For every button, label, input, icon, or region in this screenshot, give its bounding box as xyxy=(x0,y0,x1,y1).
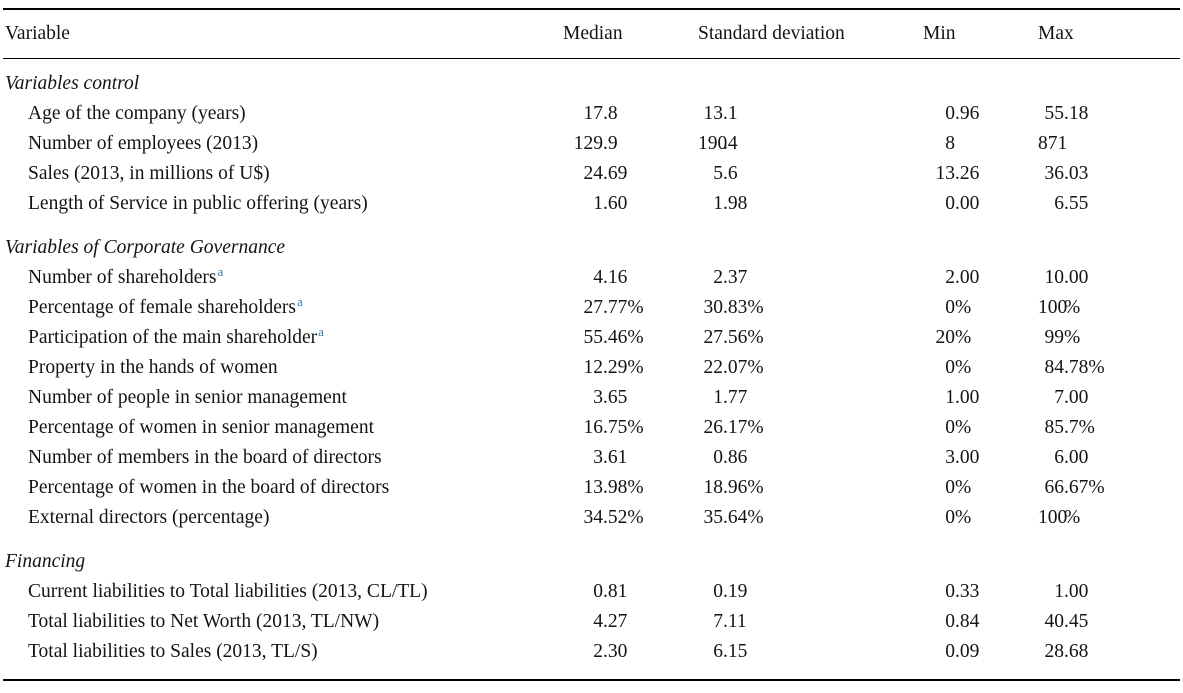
number-fraction-part: % xyxy=(1064,507,1081,528)
number-integer-part: 1 xyxy=(593,193,603,214)
number-integer-part: 16 xyxy=(583,417,603,438)
max-value xyxy=(1038,607,1180,637)
number-integer-part: 190 xyxy=(698,133,728,154)
table-row xyxy=(3,503,1180,533)
number-integer-part: 2 xyxy=(945,267,955,288)
number-integer-part: 0 xyxy=(713,581,723,602)
number-integer-part: 6 xyxy=(713,641,723,662)
max-value xyxy=(1038,443,1180,473)
standard-deviation-value xyxy=(698,637,923,680)
number-integer-part: 0 xyxy=(593,581,603,602)
number-fraction-part: % xyxy=(955,417,972,438)
number-integer-part: 5 xyxy=(713,163,723,184)
variable-label: Property in the hands of women xyxy=(28,357,278,378)
min-value xyxy=(923,413,1038,443)
number-fraction-part: .67% xyxy=(1064,477,1105,498)
variable-label: Participation of the main shareholder xyxy=(28,327,318,348)
number-integer-part: 6 xyxy=(1054,193,1064,214)
number-fraction-part: .77 xyxy=(723,387,748,408)
min-value xyxy=(923,129,1038,159)
number-integer-part: 3 xyxy=(945,447,955,468)
median-value xyxy=(563,413,698,443)
min-value xyxy=(923,353,1038,383)
min-value xyxy=(923,263,1038,293)
number-integer-part: 27 xyxy=(583,297,603,318)
max-value xyxy=(1038,473,1180,503)
number-integer-part: 100 xyxy=(1038,297,1068,318)
number-integer-part: 100 xyxy=(1038,507,1068,528)
number-fraction-part: .65 xyxy=(603,387,628,408)
table-row xyxy=(3,293,1180,323)
median-value xyxy=(563,443,698,473)
number-fraction-part: .77% xyxy=(603,297,644,318)
section-title: Variables of Corporate Governance xyxy=(5,237,286,258)
standard-deviation-value xyxy=(698,383,923,413)
number-fraction-part: .78% xyxy=(1064,357,1105,378)
max-value xyxy=(1038,323,1180,353)
section-header-row xyxy=(3,59,1180,100)
variable-name-cell xyxy=(3,323,563,353)
number-fraction-part: .81 xyxy=(603,581,628,602)
number-integer-part: 3 xyxy=(593,387,603,408)
number-integer-part: 36 xyxy=(1044,163,1064,184)
footnote-marker-link[interactable]: a xyxy=(297,293,303,309)
number-fraction-part: .00 xyxy=(1064,387,1089,408)
number-fraction-part: .07% xyxy=(723,357,764,378)
table-row xyxy=(3,443,1180,473)
number-fraction-part: .00 xyxy=(1064,581,1089,602)
number-fraction-part: .7% xyxy=(1064,417,1095,438)
variable-label: Age of the company (years) xyxy=(28,103,246,124)
descriptive-statistics-table xyxy=(3,8,1180,681)
variable-label: Total liabilities to Net Worth (2013, TL/NW) xyxy=(28,611,380,632)
number-integer-part: 10 xyxy=(1044,267,1064,288)
section-header-row xyxy=(3,219,1180,263)
number-fraction-part: .17% xyxy=(723,417,764,438)
max-value xyxy=(1038,413,1180,443)
number-integer-part: 84 xyxy=(1044,357,1064,378)
number-integer-part: 26 xyxy=(703,417,723,438)
table-row xyxy=(3,189,1180,219)
number-integer-part: 99 xyxy=(1044,327,1064,348)
min-value xyxy=(923,293,1038,323)
table-row xyxy=(3,473,1180,503)
number-fraction-part: .61 xyxy=(603,447,628,468)
number-integer-part: 129 xyxy=(573,133,603,154)
standard-deviation-value xyxy=(698,353,923,383)
number-integer-part: 0 xyxy=(945,477,955,498)
number-integer-part: 0 xyxy=(945,103,955,124)
variable-label: Number of shareholders xyxy=(28,267,217,288)
number-fraction-part: .4 xyxy=(723,133,738,154)
number-fraction-part: .69 xyxy=(603,163,628,184)
footnote-marker-link[interactable]: a xyxy=(318,323,324,339)
table-body xyxy=(3,59,1180,681)
number-fraction-part: .30 xyxy=(603,641,628,662)
variable-label: Sales (2013, in millions of U$) xyxy=(28,163,270,184)
median-value xyxy=(563,503,698,533)
table-row xyxy=(3,353,1180,383)
max-value xyxy=(1038,99,1180,129)
variable-label: Percentage of women in senior management xyxy=(28,417,375,438)
number-fraction-part: .9 xyxy=(603,133,618,154)
median-value xyxy=(563,293,698,323)
table-row xyxy=(3,607,1180,637)
median-value xyxy=(563,607,698,637)
number-integer-part: 85 xyxy=(1044,417,1064,438)
number-integer-part: 18 xyxy=(703,477,723,498)
variable-name-cell xyxy=(3,263,563,293)
number-integer-part: 1 xyxy=(945,387,955,408)
number-integer-part: 17 xyxy=(583,103,603,124)
number-fraction-part: .00 xyxy=(955,193,980,214)
number-integer-part: 34 xyxy=(583,507,603,528)
max-value xyxy=(1038,503,1180,533)
number-integer-part: 66 xyxy=(1044,477,1064,498)
number-fraction-part: .60 xyxy=(603,193,628,214)
number-fraction-part: .96% xyxy=(723,477,764,498)
number-fraction-part: .8 xyxy=(603,103,618,124)
median-value xyxy=(563,323,698,353)
median-value xyxy=(563,383,698,413)
standard-deviation-value xyxy=(698,293,923,323)
number-integer-part: 27 xyxy=(703,327,723,348)
number-fraction-part: % xyxy=(955,507,972,528)
variable-name-cell xyxy=(3,503,563,533)
table-row xyxy=(3,99,1180,129)
number-fraction-part: .83% xyxy=(723,297,764,318)
number-integer-part: 13 xyxy=(583,477,603,498)
number-integer-part: 0 xyxy=(945,417,955,438)
max-value xyxy=(1038,383,1180,413)
table-row xyxy=(3,413,1180,443)
min-value xyxy=(923,383,1038,413)
number-fraction-part: .1 xyxy=(723,103,738,124)
number-integer-part: 871 xyxy=(1038,133,1068,154)
table-header-row xyxy=(3,9,1180,59)
number-fraction-part: .75% xyxy=(603,417,644,438)
variable-name-cell xyxy=(3,99,563,129)
section-header-row xyxy=(3,533,1180,577)
number-fraction-part: .09 xyxy=(955,641,980,662)
number-integer-part: 13 xyxy=(935,163,955,184)
max-value xyxy=(1038,263,1180,293)
number-integer-part: 0 xyxy=(945,641,955,662)
standard-deviation-value xyxy=(698,189,923,219)
standard-deviation-value xyxy=(698,323,923,353)
variable-label: Number of members in the board of directors xyxy=(28,447,382,468)
number-integer-part: 4 xyxy=(593,611,603,632)
median-value xyxy=(563,129,698,159)
number-integer-part: 0 xyxy=(945,507,955,528)
number-fraction-part: .16 xyxy=(603,267,628,288)
standard-deviation-value xyxy=(698,99,923,129)
min-value xyxy=(923,637,1038,680)
standard-deviation-value xyxy=(698,577,923,607)
number-fraction-part: .46% xyxy=(603,327,644,348)
number-integer-part: 2 xyxy=(713,267,723,288)
number-fraction-part: .00 xyxy=(955,387,980,408)
number-fraction-part: .18 xyxy=(1064,103,1089,124)
min-value xyxy=(923,189,1038,219)
number-integer-part: 40 xyxy=(1044,611,1064,632)
min-value xyxy=(923,473,1038,503)
standard-deviation-value xyxy=(698,607,923,637)
min-value xyxy=(923,503,1038,533)
number-integer-part: 55 xyxy=(1044,103,1064,124)
min-value xyxy=(923,99,1038,129)
median-value xyxy=(563,353,698,383)
median-value xyxy=(563,159,698,189)
number-fraction-part: .00 xyxy=(955,267,980,288)
number-fraction-part: .86 xyxy=(723,447,748,468)
number-integer-part: 6 xyxy=(1054,447,1064,468)
number-integer-part: 4 xyxy=(593,267,603,288)
number-integer-part: 1 xyxy=(713,193,723,214)
min-value xyxy=(923,159,1038,189)
min-value xyxy=(923,443,1038,473)
variable-name-cell xyxy=(3,383,563,413)
min-value xyxy=(923,577,1038,607)
max-value xyxy=(1038,129,1180,159)
max-value xyxy=(1038,159,1180,189)
column-header-variable: Variable xyxy=(3,9,563,59)
number-fraction-part: .98 xyxy=(723,193,748,214)
variable-name-cell xyxy=(3,413,563,443)
median-value xyxy=(563,99,698,129)
number-integer-part: 12 xyxy=(583,357,603,378)
section-title: Financing xyxy=(5,551,86,572)
variable-label: Number of people in senior management xyxy=(28,387,347,408)
number-integer-part: 28 xyxy=(1044,641,1064,662)
number-fraction-part: .55 xyxy=(1064,193,1089,214)
number-integer-part: 7 xyxy=(713,611,723,632)
number-integer-part: 24 xyxy=(583,163,603,184)
number-fraction-part: .26 xyxy=(955,163,980,184)
column-header-standard-deviation: Standard deviation xyxy=(698,9,923,59)
max-value xyxy=(1038,189,1180,219)
variable-label: Percentage of women in the board of directors xyxy=(28,477,390,498)
number-fraction-part: .19 xyxy=(723,581,748,602)
section-title: Variables control xyxy=(5,73,140,94)
median-value xyxy=(563,637,698,680)
column-header-median: Median xyxy=(563,9,698,59)
number-fraction-part: .37 xyxy=(723,267,748,288)
variable-label: Current liabilities to Total liabilities (2013, CL/TL) xyxy=(28,581,428,602)
median-value xyxy=(563,189,698,219)
number-fraction-part: .27 xyxy=(603,611,628,632)
number-fraction-part: % xyxy=(1064,327,1081,348)
max-value xyxy=(1038,577,1180,607)
number-integer-part: 0 xyxy=(945,357,955,378)
min-value xyxy=(923,323,1038,353)
median-value xyxy=(563,577,698,607)
table-row xyxy=(3,129,1180,159)
number-integer-part: 13 xyxy=(703,103,723,124)
max-value xyxy=(1038,293,1180,323)
number-fraction-part: .84 xyxy=(955,611,980,632)
number-integer-part: 0 xyxy=(945,193,955,214)
number-fraction-part: .64% xyxy=(723,507,764,528)
number-fraction-part: .98% xyxy=(603,477,644,498)
number-integer-part: 30 xyxy=(703,297,723,318)
variable-name-cell xyxy=(3,293,563,323)
variable-name-cell xyxy=(3,473,563,503)
number-integer-part: 35 xyxy=(703,507,723,528)
variable-name-cell xyxy=(3,353,563,383)
footnote-marker-link[interactable]: a xyxy=(217,263,224,279)
number-integer-part: 8 xyxy=(945,133,955,154)
table-row xyxy=(3,263,1180,293)
standard-deviation-value xyxy=(698,443,923,473)
number-fraction-part: % xyxy=(955,327,972,348)
number-fraction-part: .52% xyxy=(603,507,644,528)
variable-name-cell xyxy=(3,577,563,607)
standard-deviation-value xyxy=(698,159,923,189)
number-fraction-part: % xyxy=(955,477,972,498)
standard-deviation-value xyxy=(698,503,923,533)
number-fraction-part: % xyxy=(1064,297,1081,318)
standard-deviation-value xyxy=(698,473,923,503)
number-fraction-part: .56% xyxy=(723,327,764,348)
number-fraction-part: .29% xyxy=(603,357,644,378)
number-integer-part: 22 xyxy=(703,357,723,378)
number-integer-part: 20 xyxy=(935,327,955,348)
standard-deviation-value xyxy=(698,413,923,443)
variable-label: Total liabilities to Sales (2013, TL/S) xyxy=(28,641,318,662)
number-integer-part: 55 xyxy=(583,327,603,348)
number-fraction-part: .45 xyxy=(1064,611,1089,632)
number-integer-part: 2 xyxy=(593,641,603,662)
variable-name-cell xyxy=(3,129,563,159)
variable-name-cell xyxy=(3,607,563,637)
table-row xyxy=(3,637,1180,680)
standard-deviation-value xyxy=(698,263,923,293)
number-integer-part: 7 xyxy=(1054,387,1064,408)
variable-name-cell xyxy=(3,443,563,473)
number-fraction-part: .00 xyxy=(955,447,980,468)
column-header-max: Max xyxy=(1038,9,1180,59)
number-fraction-part: .6 xyxy=(723,163,738,184)
number-integer-part: 1 xyxy=(713,387,723,408)
number-fraction-part: % xyxy=(955,297,972,318)
number-fraction-part: .03 xyxy=(1064,163,1089,184)
variable-label: Length of Service in public offering (years) xyxy=(28,193,368,214)
number-fraction-part: .11 xyxy=(723,611,747,632)
table-row xyxy=(3,577,1180,607)
standard-deviation-value xyxy=(698,129,923,159)
number-fraction-part: .00 xyxy=(1064,447,1089,468)
number-fraction-part: .68 xyxy=(1064,641,1089,662)
number-integer-part: 0 xyxy=(713,447,723,468)
number-integer-part: 0 xyxy=(945,581,955,602)
number-integer-part: 1 xyxy=(1054,581,1064,602)
min-value xyxy=(923,607,1038,637)
max-value xyxy=(1038,637,1180,680)
table-row xyxy=(3,159,1180,189)
number-fraction-part: % xyxy=(955,357,972,378)
median-value xyxy=(563,473,698,503)
number-fraction-part: .33 xyxy=(955,581,980,602)
number-integer-part: 3 xyxy=(593,447,603,468)
median-value xyxy=(563,263,698,293)
number-integer-part: 0 xyxy=(945,611,955,632)
table-row xyxy=(3,323,1180,353)
variable-name-cell xyxy=(3,637,563,680)
column-header-min: Min xyxy=(923,9,1038,59)
number-integer-part: 0 xyxy=(945,297,955,318)
number-fraction-part: .15 xyxy=(723,641,748,662)
table-row xyxy=(3,383,1180,413)
max-value xyxy=(1038,353,1180,383)
variable-label: Percentage of female shareholders xyxy=(28,297,296,318)
number-fraction-part: .00 xyxy=(1064,267,1089,288)
number-fraction-part: .96 xyxy=(955,103,980,124)
variable-name-cell xyxy=(3,189,563,219)
variable-label: Number of employees (2013) xyxy=(28,133,259,154)
variable-name-cell xyxy=(3,159,563,189)
variable-label: External directors (percentage) xyxy=(28,507,270,528)
